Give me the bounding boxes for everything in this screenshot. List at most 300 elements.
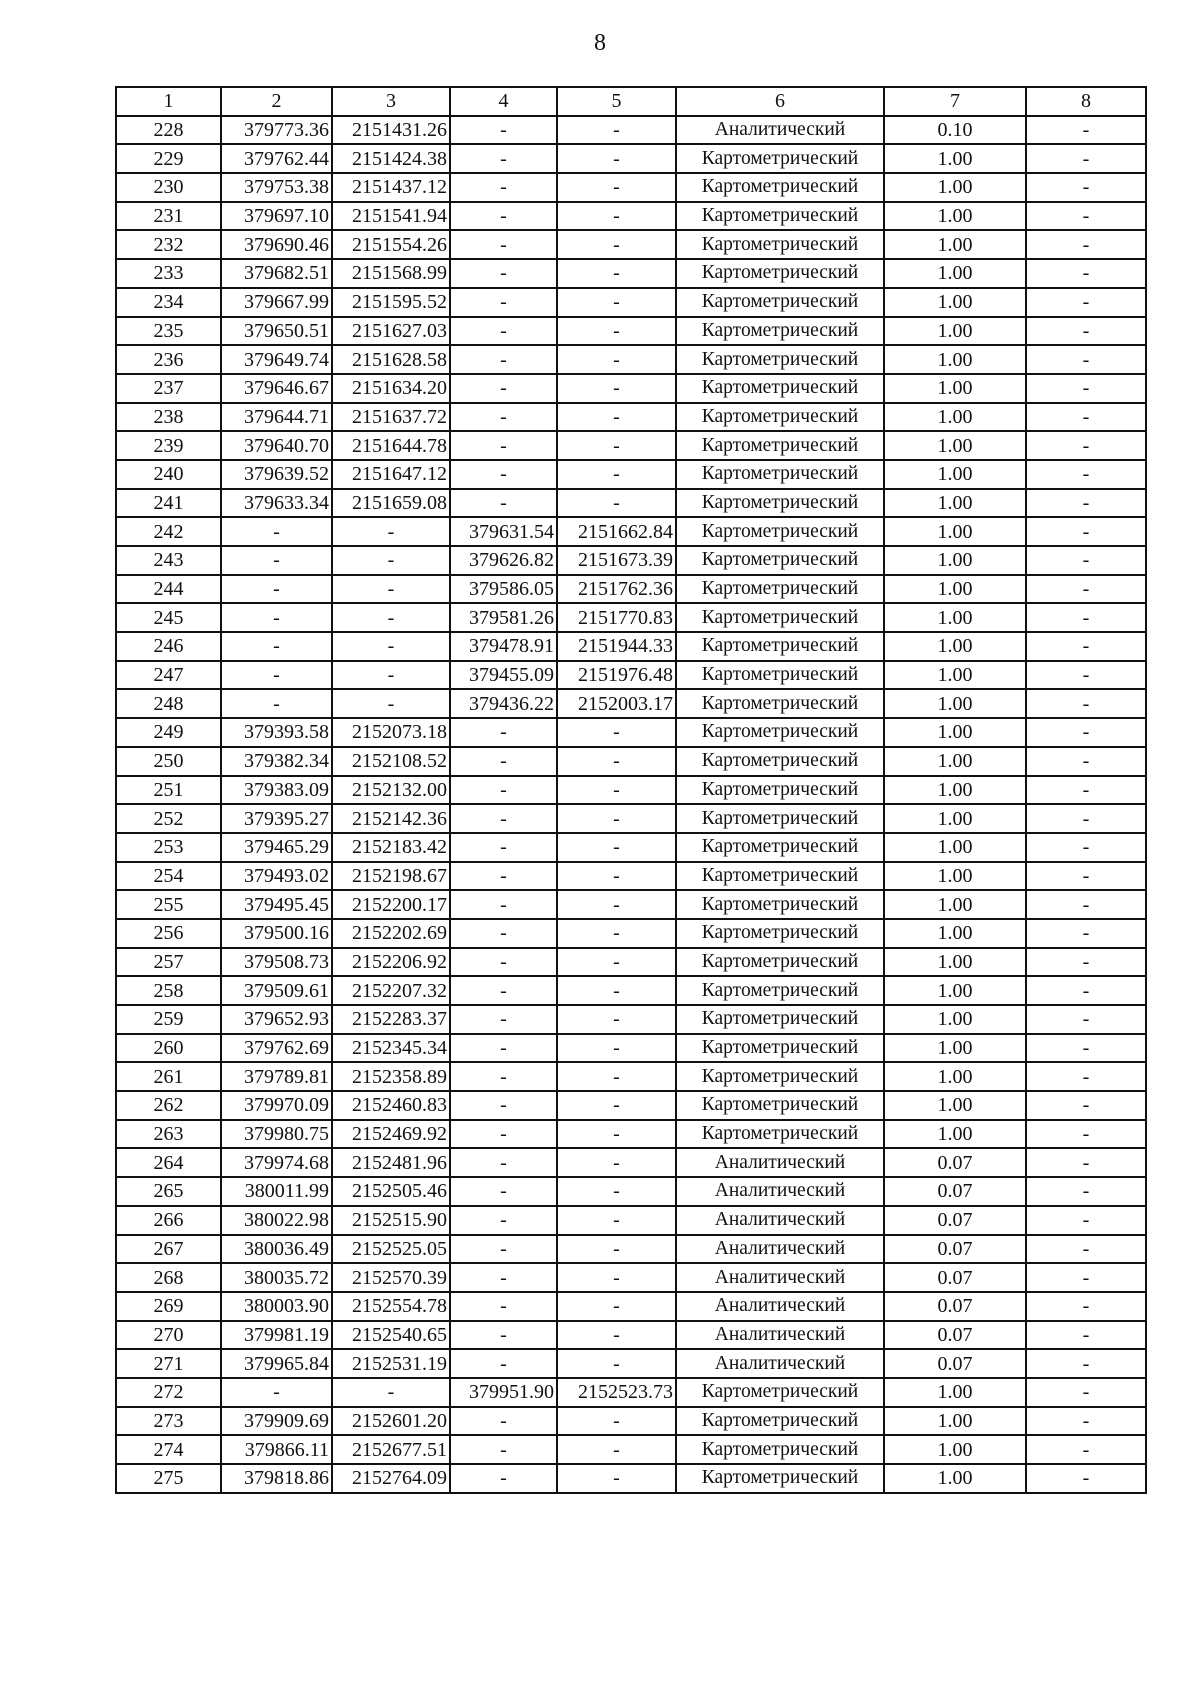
y-coord-cell: 2151595.52: [332, 288, 450, 317]
table-row: [116, 1464, 1146, 1493]
accuracy-cell: 1.00: [884, 718, 1026, 747]
point-number-cell: 234: [116, 288, 221, 317]
point-number-cell: 262: [116, 1091, 221, 1120]
point-number-cell: 238: [116, 403, 221, 432]
y-coord-alt-cell: -: [557, 1091, 676, 1120]
note-cell: -: [1026, 1263, 1146, 1292]
accuracy-cell: 0.07: [884, 1235, 1026, 1264]
note-cell: -: [1026, 632, 1146, 661]
point-number-cell: 235: [116, 317, 221, 346]
y-coord-cell: 2152283.37: [332, 1005, 450, 1034]
method-cell: Картометрический: [676, 1034, 884, 1063]
x-coord-alt-cell: -: [450, 374, 557, 403]
y-coord-cell: 2151628.58: [332, 345, 450, 374]
table-row: [116, 374, 1146, 403]
note-cell: -: [1026, 804, 1146, 833]
accuracy-cell: 0.10: [884, 116, 1026, 145]
header-cell: 4: [450, 87, 557, 116]
method-cell: Картометрический: [676, 460, 884, 489]
accuracy-cell: 0.07: [884, 1292, 1026, 1321]
y-coord-cell: 2151637.72: [332, 403, 450, 432]
method-cell: Картометрический: [676, 948, 884, 977]
note-cell: -: [1026, 890, 1146, 919]
y-coord-alt-cell: -: [557, 1034, 676, 1063]
x-coord-alt-cell: -: [450, 1321, 557, 1350]
x-coord-alt-cell: -: [450, 403, 557, 432]
y-coord-cell: 2151554.26: [332, 230, 450, 259]
x-coord-cell: 379650.51: [221, 317, 332, 346]
method-cell: Картометрический: [676, 1062, 884, 1091]
accuracy-cell: 1.00: [884, 1062, 1026, 1091]
accuracy-cell: 1.00: [884, 288, 1026, 317]
y-coord-alt-cell: 2151762.36: [557, 575, 676, 604]
x-coord-alt-cell: -: [450, 317, 557, 346]
table-row: [116, 1148, 1146, 1177]
y-coord-alt-cell: -: [557, 919, 676, 948]
x-coord-alt-cell: -: [450, 202, 557, 231]
point-number-cell: 254: [116, 862, 221, 891]
table-body: [116, 87, 1146, 1493]
y-coord-cell: 2152570.39: [332, 1263, 450, 1292]
method-cell: Аналитический: [676, 1235, 884, 1264]
method-cell: Картометрический: [676, 144, 884, 173]
y-coord-cell: 2152764.09: [332, 1464, 450, 1493]
accuracy-cell: 0.07: [884, 1148, 1026, 1177]
y-coord-cell: -: [332, 603, 450, 632]
note-cell: -: [1026, 1062, 1146, 1091]
x-coord-alt-cell: 379586.05: [450, 575, 557, 604]
x-coord-alt-cell: 379951.90: [450, 1378, 557, 1407]
y-coord-cell: 2152132.00: [332, 776, 450, 805]
y-coord-cell: 2152469.92: [332, 1120, 450, 1149]
note-cell: -: [1026, 288, 1146, 317]
y-coord-alt-cell: -: [557, 804, 676, 833]
point-number-cell: 256: [116, 919, 221, 948]
method-cell: Картометрический: [676, 317, 884, 346]
accuracy-cell: 0.07: [884, 1349, 1026, 1378]
table-row: [116, 948, 1146, 977]
method-cell: Аналитический: [676, 1263, 884, 1292]
header-cell: 7: [884, 87, 1026, 116]
method-cell: Картометрический: [676, 517, 884, 546]
table-row: [116, 890, 1146, 919]
y-coord-alt-cell: -: [557, 1005, 676, 1034]
note-cell: -: [1026, 1206, 1146, 1235]
x-coord-alt-cell: -: [450, 1235, 557, 1264]
y-coord-cell: 2152202.69: [332, 919, 450, 948]
method-cell: Картометрический: [676, 1407, 884, 1436]
note-cell: -: [1026, 1091, 1146, 1120]
note-cell: -: [1026, 1435, 1146, 1464]
x-coord-alt-cell: -: [450, 862, 557, 891]
point-number-cell: 236: [116, 345, 221, 374]
note-cell: -: [1026, 1005, 1146, 1034]
y-coord-cell: 2152515.90: [332, 1206, 450, 1235]
y-coord-alt-cell: 2151673.39: [557, 546, 676, 575]
note-cell: -: [1026, 862, 1146, 891]
y-coord-cell: 2152601.20: [332, 1407, 450, 1436]
y-coord-cell: 2152108.52: [332, 747, 450, 776]
note-cell: -: [1026, 718, 1146, 747]
y-coord-cell: 2151627.03: [332, 317, 450, 346]
y-coord-cell: 2151634.20: [332, 374, 450, 403]
x-coord-cell: 379773.36: [221, 116, 332, 145]
x-coord-cell: 379395.27: [221, 804, 332, 833]
x-coord-cell: 380003.90: [221, 1292, 332, 1321]
y-coord-alt-cell: -: [557, 833, 676, 862]
note-cell: -: [1026, 1378, 1146, 1407]
method-cell: Картометрический: [676, 890, 884, 919]
x-coord-alt-cell: -: [450, 144, 557, 173]
x-coord-cell: 379509.61: [221, 976, 332, 1005]
x-coord-alt-cell: 379581.26: [450, 603, 557, 632]
point-number-cell: 266: [116, 1206, 221, 1235]
y-coord-alt-cell: -: [557, 1263, 676, 1292]
y-coord-alt-cell: -: [557, 776, 676, 805]
method-cell: Картометрический: [676, 431, 884, 460]
y-coord-alt-cell: -: [557, 259, 676, 288]
y-coord-cell: 2152531.19: [332, 1349, 450, 1378]
point-number-cell: 253: [116, 833, 221, 862]
method-cell: Картометрический: [676, 288, 884, 317]
y-coord-alt-cell: -: [557, 317, 676, 346]
x-coord-cell: 379644.71: [221, 403, 332, 432]
x-coord-cell: 380022.98: [221, 1206, 332, 1235]
y-coord-alt-cell: -: [557, 1321, 676, 1350]
y-coord-cell: 2152345.34: [332, 1034, 450, 1063]
point-number-cell: 274: [116, 1435, 221, 1464]
note-cell: -: [1026, 517, 1146, 546]
x-coord-alt-cell: -: [450, 116, 557, 145]
method-cell: Аналитический: [676, 1292, 884, 1321]
x-coord-cell: 379383.09: [221, 776, 332, 805]
y-coord-alt-cell: 2151976.48: [557, 661, 676, 690]
y-coord-alt-cell: -: [557, 1349, 676, 1378]
point-number-cell: 269: [116, 1292, 221, 1321]
point-number-cell: 228: [116, 116, 221, 145]
accuracy-cell: 1.00: [884, 202, 1026, 231]
x-coord-alt-cell: -: [450, 1263, 557, 1292]
method-cell: Аналитический: [676, 1321, 884, 1350]
table-row: [116, 833, 1146, 862]
note-cell: -: [1026, 345, 1146, 374]
y-coord-alt-cell: -: [557, 1292, 676, 1321]
page-number: 8: [594, 30, 606, 56]
table-row: [116, 116, 1146, 145]
point-number-cell: 259: [116, 1005, 221, 1034]
header-cell: 6: [676, 87, 884, 116]
x-coord-cell: -: [221, 1378, 332, 1407]
method-cell: Картометрический: [676, 1378, 884, 1407]
accuracy-cell: 1.00: [884, 1435, 1026, 1464]
accuracy-cell: 1.00: [884, 776, 1026, 805]
note-cell: -: [1026, 1292, 1146, 1321]
x-coord-cell: 379495.45: [221, 890, 332, 919]
point-number-cell: 268: [116, 1263, 221, 1292]
y-coord-cell: 2151644.78: [332, 431, 450, 460]
point-number-cell: 251: [116, 776, 221, 805]
table-row: [116, 1292, 1146, 1321]
table-row: [116, 976, 1146, 1005]
header-cell: 5: [557, 87, 676, 116]
point-number-cell: 245: [116, 603, 221, 632]
table-row: [116, 1177, 1146, 1206]
table-row: [116, 173, 1146, 202]
y-coord-cell: 2151647.12: [332, 460, 450, 489]
x-coord-alt-cell: -: [450, 976, 557, 1005]
y-coord-cell: 2152525.05: [332, 1235, 450, 1264]
table-row: [116, 259, 1146, 288]
y-coord-cell: 2151659.08: [332, 489, 450, 518]
note-cell: -: [1026, 1407, 1146, 1436]
method-cell: Картометрический: [676, 833, 884, 862]
table-row: [116, 1349, 1146, 1378]
point-number-cell: 273: [116, 1407, 221, 1436]
x-coord-cell: 379909.69: [221, 1407, 332, 1436]
accuracy-cell: 1.00: [884, 345, 1026, 374]
accuracy-cell: 1.00: [884, 833, 1026, 862]
table-row: [116, 202, 1146, 231]
x-coord-cell: 379652.93: [221, 1005, 332, 1034]
accuracy-cell: 1.00: [884, 489, 1026, 518]
method-cell: Картометрический: [676, 259, 884, 288]
table-row: [116, 1120, 1146, 1149]
point-number-cell: 229: [116, 144, 221, 173]
x-coord-cell: 379762.44: [221, 144, 332, 173]
y-coord-alt-cell: -: [557, 173, 676, 202]
note-cell: -: [1026, 976, 1146, 1005]
point-number-cell: 243: [116, 546, 221, 575]
x-coord-alt-cell: -: [450, 1349, 557, 1378]
y-coord-alt-cell: -: [557, 1235, 676, 1264]
x-coord-cell: -: [221, 517, 332, 546]
header-cell: 3: [332, 87, 450, 116]
y-coord-alt-cell: -: [557, 345, 676, 374]
accuracy-cell: 1.00: [884, 804, 1026, 833]
accuracy-cell: 1.00: [884, 374, 1026, 403]
point-number-cell: 265: [116, 1177, 221, 1206]
y-coord-cell: -: [332, 632, 450, 661]
x-coord-alt-cell: -: [450, 173, 557, 202]
table-row: [116, 1005, 1146, 1034]
method-cell: Картометрический: [676, 862, 884, 891]
x-coord-cell: 379649.74: [221, 345, 332, 374]
note-cell: -: [1026, 833, 1146, 862]
y-coord-alt-cell: -: [557, 116, 676, 145]
y-coord-cell: 2151568.99: [332, 259, 450, 288]
x-coord-alt-cell: -: [450, 948, 557, 977]
y-coord-cell: 2152206.92: [332, 948, 450, 977]
point-number-cell: 270: [116, 1321, 221, 1350]
table-row: [116, 776, 1146, 805]
note-cell: -: [1026, 689, 1146, 718]
y-coord-cell: 2152481.96: [332, 1148, 450, 1177]
note-cell: -: [1026, 173, 1146, 202]
y-coord-alt-cell: -: [557, 718, 676, 747]
note-cell: -: [1026, 1235, 1146, 1264]
y-coord-alt-cell: -: [557, 489, 676, 518]
x-coord-cell: 379866.11: [221, 1435, 332, 1464]
x-coord-cell: 379762.69: [221, 1034, 332, 1063]
method-cell: Картометрический: [676, 345, 884, 374]
method-cell: Аналитический: [676, 1206, 884, 1235]
accuracy-cell: 1.00: [884, 948, 1026, 977]
note-cell: -: [1026, 1120, 1146, 1149]
note-cell: -: [1026, 575, 1146, 604]
header-cell: 8: [1026, 87, 1146, 116]
x-coord-cell: 380011.99: [221, 1177, 332, 1206]
accuracy-cell: 1.00: [884, 431, 1026, 460]
method-cell: Аналитический: [676, 1148, 884, 1177]
method-cell: Картометрический: [676, 230, 884, 259]
accuracy-cell: 1.00: [884, 517, 1026, 546]
y-coord-cell: 2152677.51: [332, 1435, 450, 1464]
table-row: [116, 1062, 1146, 1091]
x-coord-alt-cell: -: [450, 431, 557, 460]
table-row: [116, 288, 1146, 317]
x-coord-cell: 379974.68: [221, 1148, 332, 1177]
y-coord-alt-cell: -: [557, 890, 676, 919]
accuracy-cell: 0.07: [884, 1177, 1026, 1206]
y-coord-cell: 2152358.89: [332, 1062, 450, 1091]
table-row: [116, 1091, 1146, 1120]
y-coord-alt-cell: -: [557, 1120, 676, 1149]
y-coord-alt-cell: -: [557, 976, 676, 1005]
y-coord-alt-cell: 2152523.73: [557, 1378, 676, 1407]
method-cell: Картометрический: [676, 632, 884, 661]
point-number-cell: 257: [116, 948, 221, 977]
x-coord-alt-cell: -: [450, 1091, 557, 1120]
y-coord-alt-cell: 2151770.83: [557, 603, 676, 632]
x-coord-alt-cell: -: [450, 1005, 557, 1034]
point-number-cell: 264: [116, 1148, 221, 1177]
x-coord-cell: 379965.84: [221, 1349, 332, 1378]
accuracy-cell: 0.07: [884, 1263, 1026, 1292]
x-coord-alt-cell: -: [450, 1435, 557, 1464]
method-cell: Картометрический: [676, 1091, 884, 1120]
point-number-cell: 239: [116, 431, 221, 460]
point-number-cell: 260: [116, 1034, 221, 1063]
y-coord-alt-cell: -: [557, 1148, 676, 1177]
table-row: [116, 1235, 1146, 1264]
table-row: [116, 1407, 1146, 1436]
x-coord-alt-cell: 379478.91: [450, 632, 557, 661]
accuracy-cell: 1.00: [884, 460, 1026, 489]
x-coord-alt-cell: -: [450, 718, 557, 747]
y-coord-alt-cell: -: [557, 747, 676, 776]
x-coord-cell: 379970.09: [221, 1091, 332, 1120]
point-number-cell: 237: [116, 374, 221, 403]
point-number-cell: 231: [116, 202, 221, 231]
y-coord-cell: 2151437.12: [332, 173, 450, 202]
note-cell: -: [1026, 1464, 1146, 1493]
accuracy-cell: 1.00: [884, 1034, 1026, 1063]
x-coord-cell: 379981.19: [221, 1321, 332, 1350]
y-coord-cell: 2152505.46: [332, 1177, 450, 1206]
accuracy-cell: 1.00: [884, 603, 1026, 632]
y-coord-cell: 2152142.36: [332, 804, 450, 833]
method-cell: Картометрический: [676, 919, 884, 948]
point-number-cell: 240: [116, 460, 221, 489]
x-coord-cell: 379493.02: [221, 862, 332, 891]
note-cell: -: [1026, 259, 1146, 288]
y-coord-cell: -: [332, 546, 450, 575]
header-row: [116, 87, 1146, 116]
x-coord-alt-cell: -: [450, 230, 557, 259]
x-coord-cell: 380035.72: [221, 1263, 332, 1292]
x-coord-cell: -: [221, 575, 332, 604]
point-number-cell: 261: [116, 1062, 221, 1091]
y-coord-cell: 2152200.17: [332, 890, 450, 919]
accuracy-cell: 1.00: [884, 689, 1026, 718]
y-coord-alt-cell: -: [557, 1407, 676, 1436]
accuracy-cell: 1.00: [884, 144, 1026, 173]
method-cell: Картометрический: [676, 575, 884, 604]
x-coord-alt-cell: -: [450, 776, 557, 805]
x-coord-alt-cell: -: [450, 345, 557, 374]
accuracy-cell: 0.07: [884, 1321, 1026, 1350]
point-number-cell: 233: [116, 259, 221, 288]
y-coord-cell: -: [332, 661, 450, 690]
accuracy-cell: 1.00: [884, 919, 1026, 948]
accuracy-cell: 1.00: [884, 747, 1026, 776]
y-coord-alt-cell: -: [557, 1435, 676, 1464]
accuracy-cell: 1.00: [884, 546, 1026, 575]
accuracy-cell: 1.00: [884, 230, 1026, 259]
table-row: [116, 431, 1146, 460]
x-coord-cell: 379633.34: [221, 489, 332, 518]
x-coord-alt-cell: -: [450, 1148, 557, 1177]
x-coord-cell: 379639.52: [221, 460, 332, 489]
note-cell: -: [1026, 374, 1146, 403]
accuracy-cell: 1.00: [884, 173, 1026, 202]
x-coord-cell: 379465.29: [221, 833, 332, 862]
note-cell: -: [1026, 1177, 1146, 1206]
accuracy-cell: 1.00: [884, 1005, 1026, 1034]
note-cell: -: [1026, 1321, 1146, 1350]
note-cell: -: [1026, 1349, 1146, 1378]
x-coord-cell: -: [221, 603, 332, 632]
y-coord-alt-cell: -: [557, 1464, 676, 1493]
table-row: [116, 230, 1146, 259]
method-cell: Картометрический: [676, 661, 884, 690]
y-coord-alt-cell: -: [557, 1177, 676, 1206]
point-number-cell: 255: [116, 890, 221, 919]
y-coord-cell: 2152540.65: [332, 1321, 450, 1350]
y-coord-cell: 2152207.32: [332, 976, 450, 1005]
coordinates-table: [115, 86, 1147, 1494]
point-number-cell: 244: [116, 575, 221, 604]
x-coord-cell: 380036.49: [221, 1235, 332, 1264]
table-row: [116, 661, 1146, 690]
method-cell: Картометрический: [676, 374, 884, 403]
x-coord-alt-cell: -: [450, 259, 557, 288]
method-cell: Картометрический: [676, 173, 884, 202]
table-row: [116, 575, 1146, 604]
point-number-cell: 247: [116, 661, 221, 690]
method-cell: Картометрический: [676, 546, 884, 575]
y-coord-alt-cell: -: [557, 460, 676, 489]
method-cell: Аналитический: [676, 1177, 884, 1206]
table-row: [116, 747, 1146, 776]
point-number-cell: 249: [116, 718, 221, 747]
point-number-cell: 271: [116, 1349, 221, 1378]
y-coord-alt-cell: -: [557, 374, 676, 403]
note-cell: -: [1026, 919, 1146, 948]
table-row: [116, 603, 1146, 632]
y-coord-alt-cell: -: [557, 288, 676, 317]
y-coord-alt-cell: -: [557, 862, 676, 891]
